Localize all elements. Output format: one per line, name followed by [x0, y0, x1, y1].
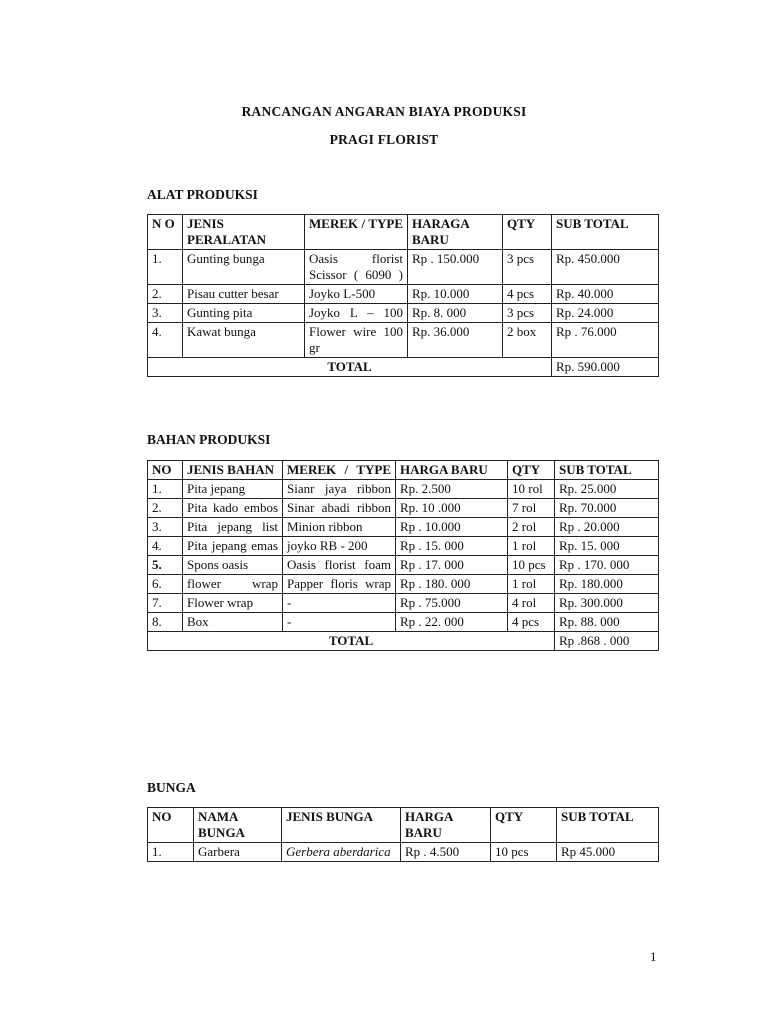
- table-row: [148, 613, 659, 632]
- bunga-header-qty: QTY: [491, 808, 557, 843]
- document-title: RANCANGAN ANGARAN BIAYA PRODUKSI: [241, 104, 527, 119]
- cell-no: 4.: [148, 323, 183, 358]
- cell-subtotal: Rp. 70.000: [555, 499, 659, 518]
- cell-merek: Sinar abadi ribbon: [283, 499, 396, 518]
- bunga-header-nama: NAMA BUNGA: [194, 808, 282, 843]
- bunga-header-row: [148, 808, 659, 843]
- table-row: [148, 250, 659, 285]
- cell-subtotal: Rp . 76.000: [552, 323, 659, 358]
- alat-total-row: [148, 358, 659, 377]
- bunga-header-jenis: JENIS BUNGA: [282, 808, 401, 843]
- table-row: [148, 304, 659, 323]
- cell-qty: 4 pcs: [503, 285, 552, 304]
- cell-merek: Flower wire 100 gr: [305, 323, 408, 358]
- bunga-header-harga: HARGA BARU: [401, 808, 491, 843]
- bahan-header-merek: MEREK / TYPE: [283, 461, 396, 480]
- cell-jenis: Pita jepang list: [183, 518, 283, 537]
- cell-qty: 1 rol: [508, 575, 555, 594]
- alat-header-harga: HARAGA BARU: [408, 215, 503, 250]
- bahan-header-no: NO: [148, 461, 183, 480]
- cell-merek: -: [283, 613, 396, 632]
- cell-qty: 2 rol: [508, 518, 555, 537]
- bahan-total-row: [148, 632, 659, 651]
- cell-no: 1.: [148, 480, 183, 499]
- cell-jenis: Pita kado embos: [183, 499, 283, 518]
- cell-merek: Papper floris wrap: [283, 575, 396, 594]
- cell-harga: Rp . 22. 000: [396, 613, 508, 632]
- cell-subtotal: Rp. 300.000: [555, 594, 659, 613]
- cell-harga: Rp. 10 .000: [396, 499, 508, 518]
- cell-qty: 4 pcs: [508, 613, 555, 632]
- cell-jenis: Flower wrap: [183, 594, 283, 613]
- cell-merek: Joyko L-500: [305, 285, 408, 304]
- document-subtitle: PRAGI FLORIST: [329, 132, 439, 147]
- cell-subtotal: Rp 45.000: [557, 843, 659, 862]
- bahan-header-qty: QTY: [508, 461, 555, 480]
- cell-merek: Sianr jaya ribbon: [283, 480, 396, 499]
- cell-merek: Joyko L – 100: [305, 304, 408, 323]
- alat-header-merek: MEREK / TYPE: [305, 215, 408, 250]
- cell-no: 5.: [148, 556, 183, 575]
- alat-header-subtotal: SUB TOTAL: [552, 215, 659, 250]
- table-row: [148, 556, 659, 575]
- cell-subtotal: Rp . 20.000: [555, 518, 659, 537]
- cell-qty: 1 rol: [508, 537, 555, 556]
- bahan-header-subtotal: SUB TOTAL: [555, 461, 659, 480]
- cell-jenis: Pita jepang: [183, 480, 283, 499]
- alat-total-value: Rp. 590.000: [552, 358, 659, 377]
- cell-subtotal: Rp. 25.000: [555, 480, 659, 499]
- cell-jenis: Pisau cutter besar: [183, 285, 305, 304]
- cell-harga: Rp. 8. 000: [408, 304, 503, 323]
- bahan-total-label: TOTAL: [148, 632, 555, 651]
- bahan-header-row: [148, 461, 659, 480]
- cell-jenis: flower wrap: [183, 575, 283, 594]
- cell-jenis: Box: [183, 613, 283, 632]
- cell-qty: 4 rol: [508, 594, 555, 613]
- bunga-header-subtotal: SUB TOTAL: [557, 808, 659, 843]
- cell-no: 8.: [148, 613, 183, 632]
- alat-header-jenis: JENIS PERALATAN: [183, 215, 305, 250]
- table-row: [148, 323, 659, 358]
- cell-jenis: Kawat bunga: [183, 323, 305, 358]
- cell-jenis: Gunting pita: [183, 304, 305, 323]
- table-row: [148, 499, 659, 518]
- cell-harga: Rp. 10.000: [408, 285, 503, 304]
- page-number: 1: [650, 949, 657, 964]
- table-row: [148, 843, 659, 862]
- table-row: [148, 518, 659, 537]
- cell-subtotal: Rp. 40.000: [552, 285, 659, 304]
- bahan-header-harga: HARGA BARU: [396, 461, 508, 480]
- cell-merek: Minion ribbon: [283, 518, 396, 537]
- cell-qty: 3 pcs: [503, 304, 552, 323]
- alat-header-row: [148, 215, 659, 250]
- bahan-header-jenis: JENIS BAHAN: [183, 461, 283, 480]
- cell-subtotal: Rp . 170. 000: [555, 556, 659, 575]
- cell-jenis: Pita jepang emas: [183, 537, 283, 556]
- alat-total-label: TOTAL: [148, 358, 552, 377]
- alat-header-no: N O: [148, 215, 183, 250]
- cell-jenis: Gunting bunga: [183, 250, 305, 285]
- cell-harga: Rp . 4.500: [401, 843, 491, 862]
- cell-jenis: Spons oasis: [183, 556, 283, 575]
- cell-merek: Oasis florist foam: [283, 556, 396, 575]
- cell-qty: 10 rol: [508, 480, 555, 499]
- cell-subtotal: Rp. 24.000: [552, 304, 659, 323]
- cell-harga: Rp . 180. 000: [396, 575, 508, 594]
- cell-subtotal: Rp. 450.000: [552, 250, 659, 285]
- cell-subtotal: Rp. 15. 000: [555, 537, 659, 556]
- cell-jenis: Gerbera aberdarica: [282, 843, 401, 862]
- cell-harga: Rp . 17. 000: [396, 556, 508, 575]
- cell-merek: -: [283, 594, 396, 613]
- cell-no: 1.: [148, 843, 194, 862]
- cell-harga: Rp . 150.000: [408, 250, 503, 285]
- cell-no: 4.: [148, 537, 183, 556]
- bahan-table: [147, 460, 659, 651]
- alat-table: [147, 214, 659, 377]
- cell-no: 1.: [148, 250, 183, 285]
- bunga-header-no: NO: [148, 808, 194, 843]
- alat-header-qty: QTY: [503, 215, 552, 250]
- cell-no: 2.: [148, 499, 183, 518]
- table-row: [148, 575, 659, 594]
- cell-no: 6.: [148, 575, 183, 594]
- cell-qty: 7 rol: [508, 499, 555, 518]
- bahan-total-value: Rp .868 . 000: [555, 632, 659, 651]
- cell-subtotal: Rp. 180.000: [555, 575, 659, 594]
- cell-qty: 3 pcs: [503, 250, 552, 285]
- cell-harga: Rp . 10.000: [396, 518, 508, 537]
- cell-no: 2.: [148, 285, 183, 304]
- cell-merek: joyko RB - 200: [283, 537, 396, 556]
- table-row: [148, 537, 659, 556]
- cell-no: 7.: [148, 594, 183, 613]
- cell-harga: Rp. 2.500: [396, 480, 508, 499]
- cell-qty: 10 pcs: [491, 843, 557, 862]
- cell-qty: 10 pcs: [508, 556, 555, 575]
- alat-heading: ALAT PRODUKSI: [147, 187, 258, 202]
- cell-merek: Oasis florist Scissor ( 6090 ): [305, 250, 408, 285]
- cell-subtotal: Rp. 88. 000: [555, 613, 659, 632]
- cell-qty: 2 box: [503, 323, 552, 358]
- cell-nama: Garbera: [194, 843, 282, 862]
- table-row: [148, 480, 659, 499]
- bunga-table: [147, 807, 659, 862]
- bunga-heading: BUNGA: [147, 780, 196, 795]
- cell-no: 3.: [148, 518, 183, 537]
- cell-no: 3.: [148, 304, 183, 323]
- cell-harga: Rp . 75.000: [396, 594, 508, 613]
- table-row: [148, 285, 659, 304]
- cell-harga: Rp. 36.000: [408, 323, 503, 358]
- bahan-heading: BAHAN PRODUKSI: [147, 432, 271, 447]
- table-row: [148, 594, 659, 613]
- cell-harga: Rp . 15. 000: [396, 537, 508, 556]
